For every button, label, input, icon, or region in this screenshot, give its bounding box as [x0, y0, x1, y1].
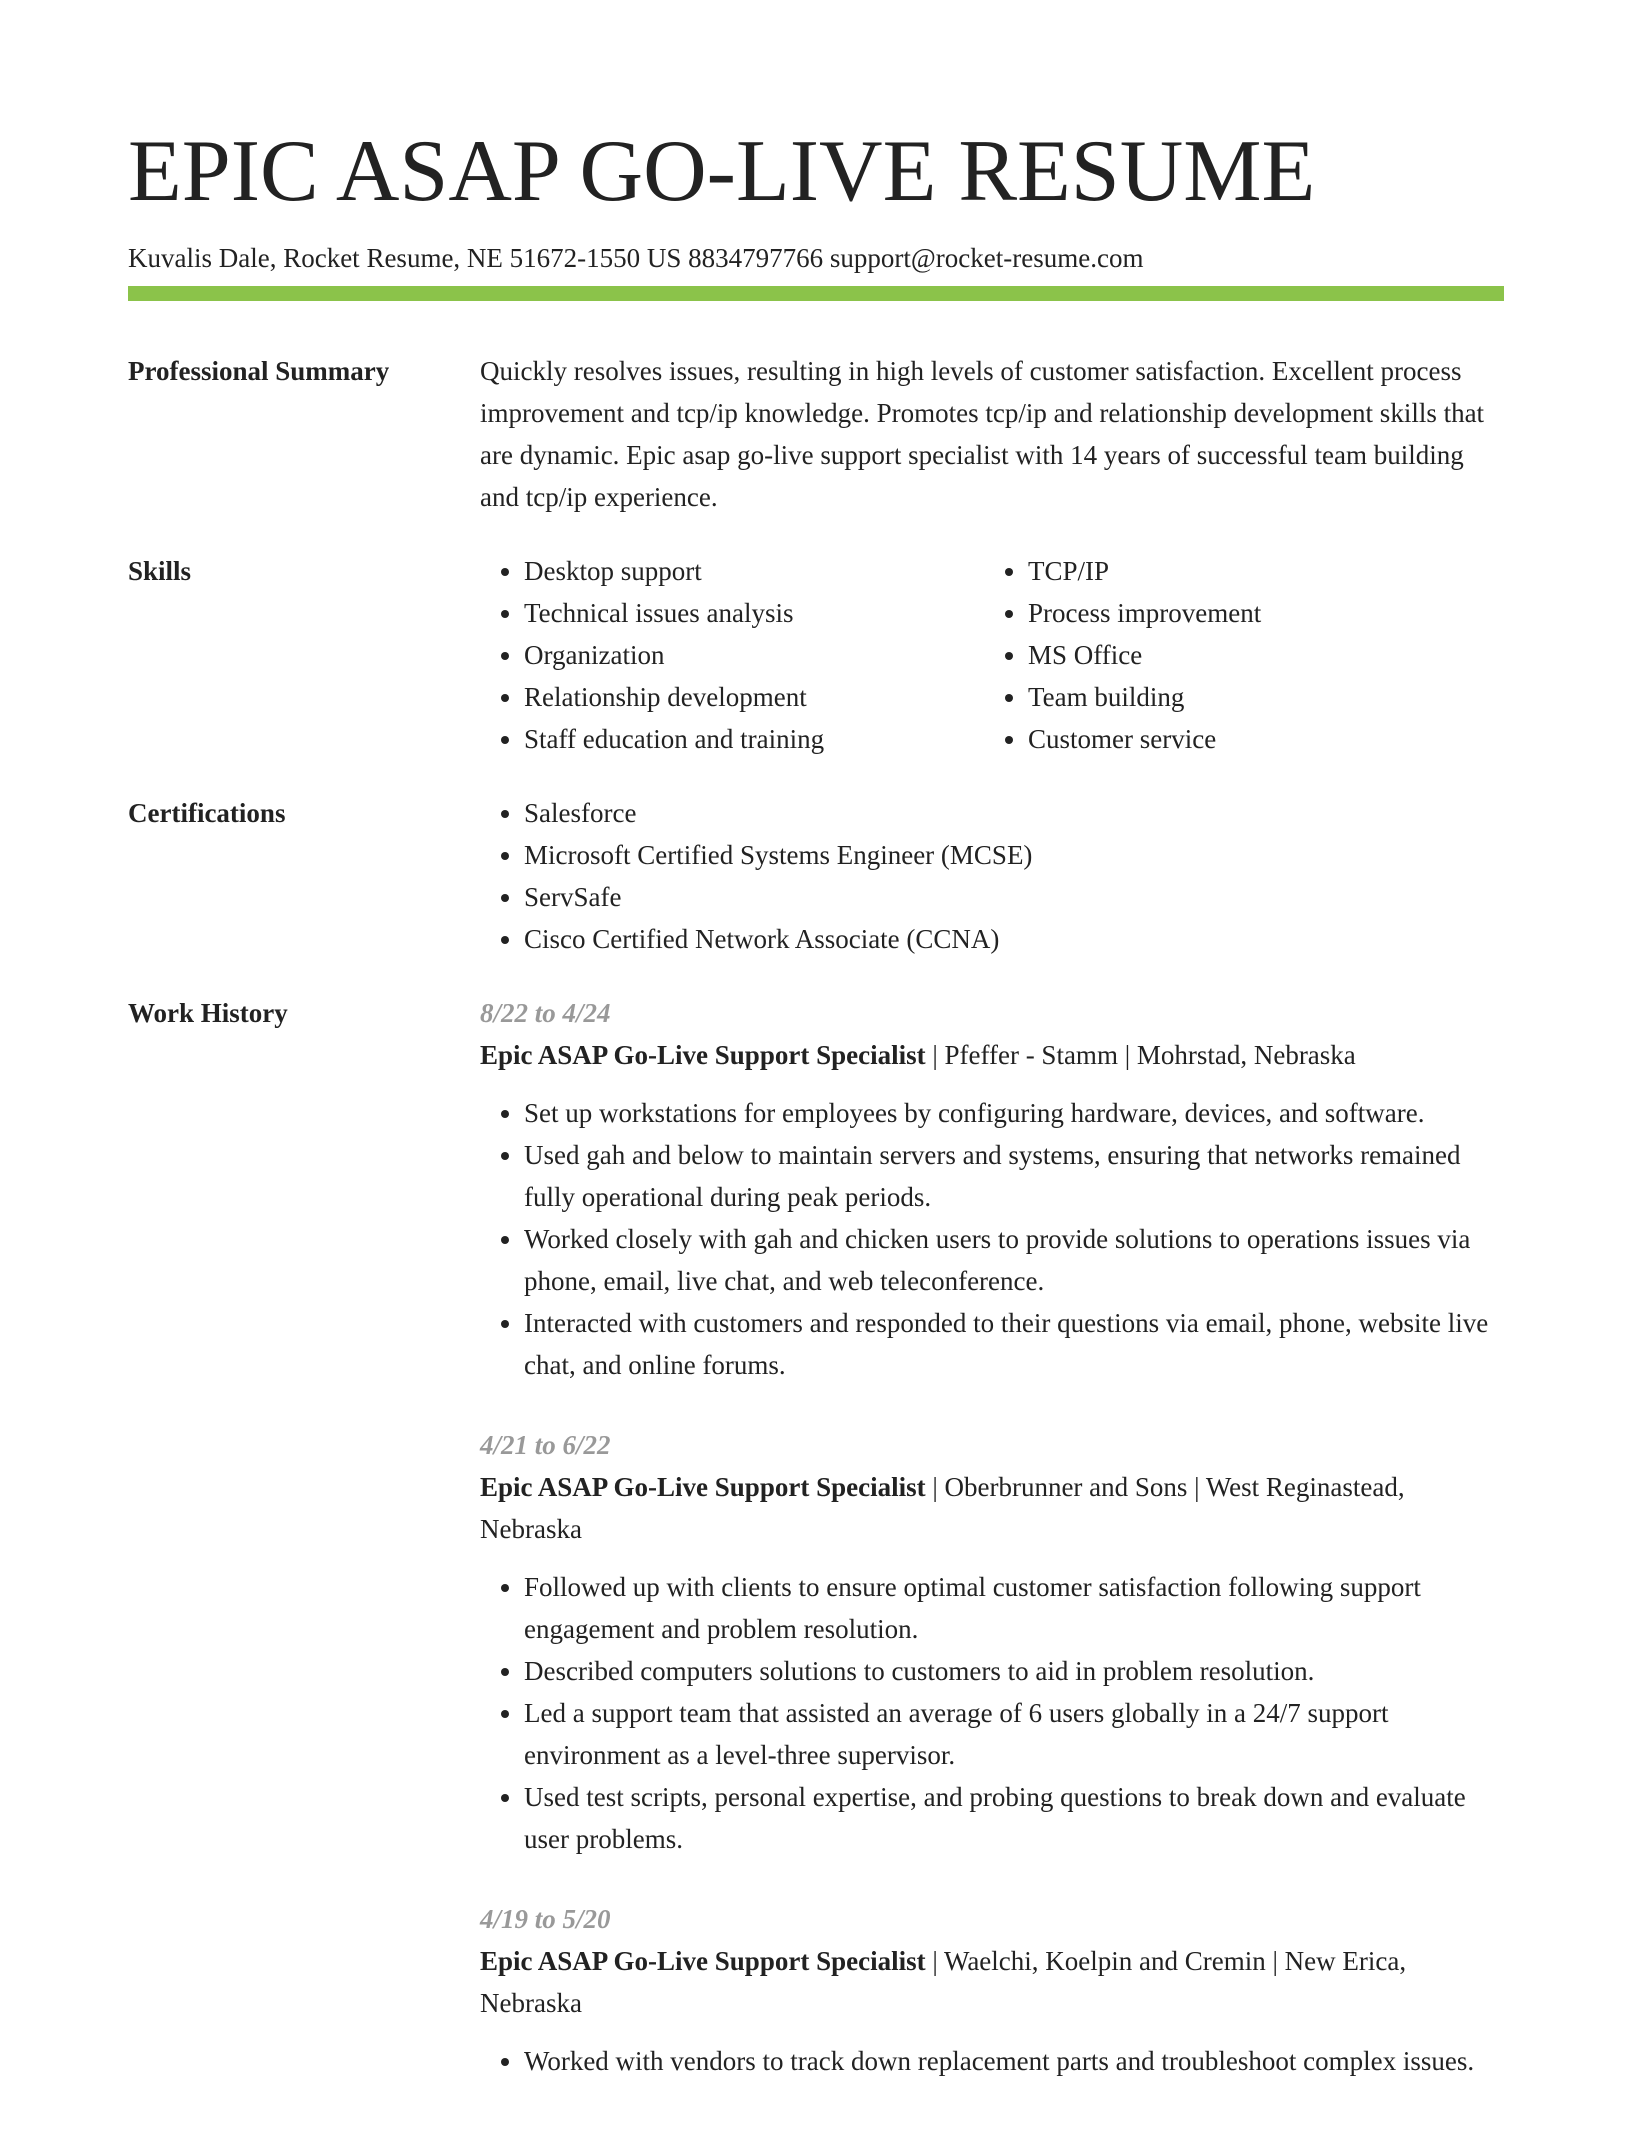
job-details: | Waelchi, Koelpin and Cremin | New Erica, Nebraska — [480, 1946, 1407, 2018]
job-bullet: • Worked with vendors to track down replacement parts and troubleshoot complex issues. — [524, 2040, 1504, 2082]
resume-header — [128, 118, 1504, 276]
job-title: Epic ASAP Go-Live Support Specialist — [480, 1040, 926, 1070]
job-bullets — [480, 2040, 1504, 2082]
job-bullets — [480, 1092, 1504, 1386]
skills-grid — [480, 550, 1504, 760]
certification-item: • Cisco Certified Network Associate (CCNA) — [524, 918, 1504, 960]
work-history-body — [480, 992, 1504, 2120]
summary-section — [128, 350, 1504, 518]
skill-item: • Staff education and training — [524, 718, 984, 760]
job-bullet: • Used gah and below to maintain servers and systems, ensuring that networks remained fully operational during peak periods. — [524, 1134, 1504, 1218]
certifications-section — [128, 792, 1504, 960]
job-title-line — [480, 1466, 1504, 1550]
job-dates: 8/22 to 4/24 — [480, 998, 611, 1028]
job-title-line — [480, 1034, 1504, 1076]
job-title-line — [480, 1940, 1504, 2024]
job-dates: 4/19 to 5/20 — [480, 1904, 611, 1934]
job-title: Epic ASAP Go-Live Support Specialist — [480, 1472, 926, 1502]
summary-label: Professional Summary — [128, 356, 390, 386]
job-bullet: • Set up workstations for employees by configuring hardware, devices, and software. — [524, 1092, 1504, 1134]
job-entry — [480, 1424, 1504, 1860]
summary-text: Quickly resolves issues, resulting in high levels of customer satisfaction. Excellent process improvement and tcp/ip knowledge. Promotes tcp/ip and relationship development skills that are dynamic. Epic asap go-live support specialist with 14 years of successful team building and tcp/ip experience. — [480, 356, 1485, 512]
job-title: Epic ASAP Go-Live Support Specialist — [480, 1946, 926, 1976]
contact-line: Kuvalis Dale, Rocket Resume, NE 51672-1550 US 8834797766 support@rocket-resume.com — [128, 243, 1144, 273]
skill-item: • MS Office — [1028, 634, 1488, 676]
summary-body — [480, 350, 1504, 518]
work-history-label: Work History — [128, 998, 288, 1028]
skill-item: • Relationship development — [524, 676, 984, 718]
skills-section — [128, 550, 1504, 760]
skill-item: • Organization — [524, 634, 984, 676]
certification-item: • Microsoft Certified Systems Engineer (MCSE) — [524, 834, 1504, 876]
job-bullet: • Described computers solutions to customers to aid in problem resolution. — [524, 1650, 1504, 1692]
skill-item: • Customer service — [1028, 718, 1488, 760]
work-history-section — [128, 992, 1504, 2120]
certifications-label: Certifications — [128, 798, 286, 828]
certifications-body — [480, 792, 1504, 960]
job-dates: 4/21 to 6/22 — [480, 1430, 611, 1460]
skills-label: Skills — [128, 556, 192, 586]
skills-list-2 — [984, 550, 1488, 760]
skill-item: • TCP/IP — [1028, 550, 1488, 592]
resume-title: EPIC ASAP GO-LIVE RESUME — [128, 123, 1316, 220]
skill-item: • Team building — [1028, 676, 1488, 718]
skills-list-1 — [480, 550, 984, 760]
certification-item: • ServSafe — [524, 876, 1504, 918]
skills-column-1 — [480, 550, 984, 760]
job-bullet: • Interacted with customers and responded to their questions via email, phone, website live chat, and online forums. — [524, 1302, 1504, 1386]
job-entry — [480, 992, 1504, 1386]
certification-item: • Salesforce — [524, 792, 1504, 834]
job-entry — [480, 1898, 1504, 2082]
skill-item: • Technical issues analysis — [524, 592, 984, 634]
job-bullet: • Used test scripts, personal expertise, and probing questions to break down and evaluate user problems. — [524, 1776, 1504, 1860]
job-bullet: • Followed up with clients to ensure optimal customer satisfaction following support engagement and problem resolution. — [524, 1566, 1504, 1650]
job-bullets — [480, 1566, 1504, 1860]
job-bullet: • Led a support team that assisted an average of 6 users globally in a 24/7 support environment as a level-three supervisor. — [524, 1692, 1504, 1776]
certifications-list — [480, 792, 1504, 960]
job-bullet: • Worked closely with gah and chicken users to provide solutions to operations issues via phone, email, live chat, and web teleconference. — [524, 1218, 1504, 1302]
job-details: | Oberbrunner and Sons | West Reginastead, Nebraska — [480, 1472, 1405, 1544]
skill-item: • Process improvement — [1028, 592, 1488, 634]
skill-item: • Desktop support — [524, 550, 984, 592]
job-details: | Pfeffer - Stamm | Mohrstad, Nebraska — [925, 1040, 1356, 1070]
accent-divider — [128, 286, 1504, 301]
skills-column-2 — [984, 550, 1488, 760]
resume-content — [128, 350, 1504, 2152]
